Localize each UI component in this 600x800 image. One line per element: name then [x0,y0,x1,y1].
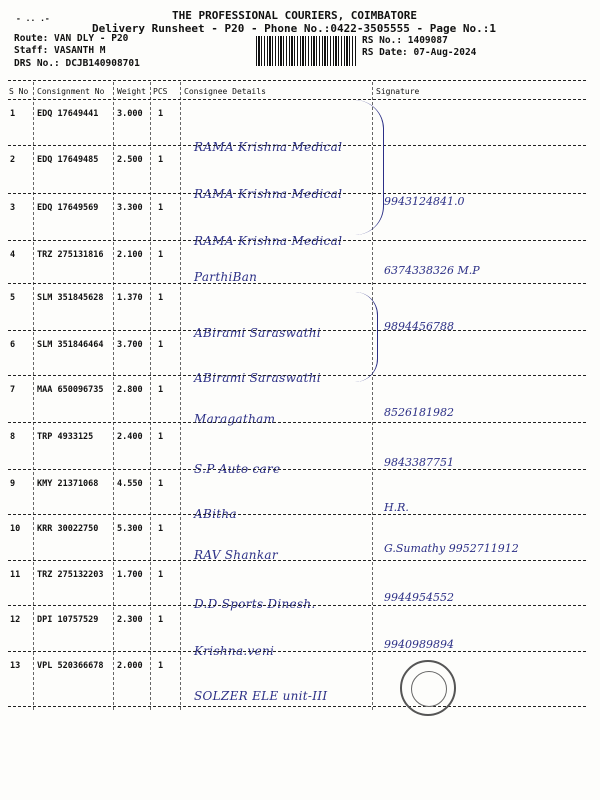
row-separator [8,605,586,606]
header-bottom-rule [8,99,586,100]
row-separator [8,330,586,331]
row-consignment-no: SLM 351846464 [37,340,104,350]
row-weight: 3.700 [117,340,143,350]
row-pcs: 1 [158,524,164,534]
staff-label: Staff: VASANTH M [14,45,106,56]
row-sno: 4 [10,250,16,260]
row-weight: 4.550 [117,479,143,489]
row-consignee-handwritten: ParthiBan [194,270,258,284]
row-separator [8,145,586,146]
row-pcs: 1 [158,385,164,395]
row-weight: 5.300 [117,524,143,534]
row-consignee-handwritten: ABirami Saraswathi [194,326,321,340]
row-pcs: 1 [158,615,164,625]
col-header-weight: Weight [117,87,146,96]
row-sno: 6 [10,340,16,350]
row-weight: 1.370 [117,293,143,303]
row-pcs: 1 [158,203,164,213]
row-consignment-no: DPI 10757529 [37,615,99,625]
barcode [256,36,356,66]
row-weight: 3.300 [117,203,143,213]
col-header-consignee: Consignee Details [184,87,266,96]
col-divider [180,82,181,710]
row-separator [8,469,586,470]
col-divider [113,82,114,710]
row-consignee-handwritten: ABirami Saraswathi [194,371,321,385]
row-signature: 9940989894 [384,638,454,651]
col-header-sno: S No [9,87,29,96]
row-consignment-no: TRZ 275131816 [37,250,104,260]
row-signature: 8526181982 [384,406,454,419]
table-top-rule [8,80,586,81]
row-consignment-no: KRR 30022750 [37,524,99,534]
col-divider [33,82,34,710]
row-weight: 1.700 [117,570,143,580]
row-pcs: 1 [158,293,164,303]
row-weight: 2.400 [117,432,143,442]
top-marks: - .. .- [16,14,50,23]
row-separator [8,560,586,561]
row-pcs: 1 [158,661,164,671]
row-signature: G.Sumathy 9952711912 [384,542,519,555]
row-sno: 2 [10,155,16,165]
row-separator [8,651,586,652]
row-consignment-no: EDQ 17649569 [37,203,99,213]
row-signature: 9943124841.0 [384,195,465,208]
row-signature: 9843387751 [384,456,454,469]
row-pcs: 1 [158,155,164,165]
route-label: Route: VAN DLY - P20 [14,33,129,44]
row-pcs: 1 [158,570,164,580]
row-signature: 9894456788 [384,320,454,333]
row-consignee-handwritten: Krishna.veni [194,644,275,658]
row-consignment-no: TRP 4933125 [37,432,94,442]
company-seal [400,660,456,716]
rs-number: RS No.: 1409087 [362,35,448,46]
row-pcs: 1 [158,432,164,442]
row-consignee-handwritten: S.P Auto care [194,462,281,476]
row-separator [8,193,586,194]
row-separator [8,422,586,423]
row-consignment-no: TRZ 275132203 [37,570,104,580]
col-header-consignment: Consignment No [37,87,105,96]
row-consignee-handwritten: RAV Shankar [194,548,278,562]
drs-number: DRS No.: DCJB140908701 [14,58,140,69]
row-sno: 3 [10,203,16,213]
row-separator [8,514,586,515]
col-divider [150,82,151,710]
row-separator [8,240,586,241]
row-pcs: 1 [158,479,164,489]
row-weight: 2.800 [117,385,143,395]
runsheet-title: Delivery Runsheet - P20 - Phone No.:0422-3505555 - Page No.:1 [92,22,496,35]
row-sno: 13 [10,661,21,671]
row-pcs: 1 [158,109,164,119]
row-pcs: 1 [158,250,164,260]
company-title: THE PROFESSIONAL COURIERS, COIMBATORE [172,9,418,22]
row-consignee-handwritten: Maragatham [194,412,276,426]
row-consignment-no: VPL 520366678 [37,661,104,671]
row-pcs: 1 [158,340,164,350]
row-sno: 1 [10,109,16,119]
row-sno: 11 [10,570,21,580]
row-separator [8,283,586,284]
row-sno: 7 [10,385,16,395]
row-consignee-handwritten: RAMA Krishna Medical [194,234,343,248]
row-weight: 2.300 [117,615,143,625]
row-separator [8,375,586,376]
row-consignment-no: KMY 21371068 [37,479,99,489]
row-group-brace [355,100,384,235]
row-group-brace [355,292,378,382]
row-weight: 2.000 [117,661,143,671]
row-consignment-no: MAA 650096735 [37,385,104,395]
col-header-pcs: PCS [153,87,168,96]
row-consignment-no: SLM 351845628 [37,293,104,303]
row-sno: 5 [10,293,16,303]
row-consignment-no: EDQ 17649485 [37,155,99,165]
row-consignment-no: EDQ 17649441 [37,109,99,119]
row-sno: 12 [10,615,21,625]
row-signature: 9944954552 [384,591,454,604]
row-sno: 8 [10,432,16,442]
row-sno: 10 [10,524,21,534]
row-weight: 2.500 [117,155,143,165]
rs-date: RS Date: 07-Aug-2024 [362,47,477,58]
row-separator [8,706,586,707]
row-signature: H.R. [384,501,409,514]
row-weight: 2.100 [117,250,143,260]
row-consignee-handwritten: RAMA Krishna Medical [194,187,343,201]
row-consignee-handwritten: SOLZER ELE unit-III [194,689,328,703]
row-consignee-handwritten: ABitha [194,507,237,521]
col-header-signature: Signature [376,87,420,96]
row-weight: 3.000 [117,109,143,119]
row-sno: 9 [10,479,16,489]
row-consignee-handwritten: RAMA Krishna Medical [194,140,343,154]
row-consignee-handwritten: D.D Sports Dinesh. [194,597,316,611]
row-signature: 6374338326 M.P [384,264,480,277]
